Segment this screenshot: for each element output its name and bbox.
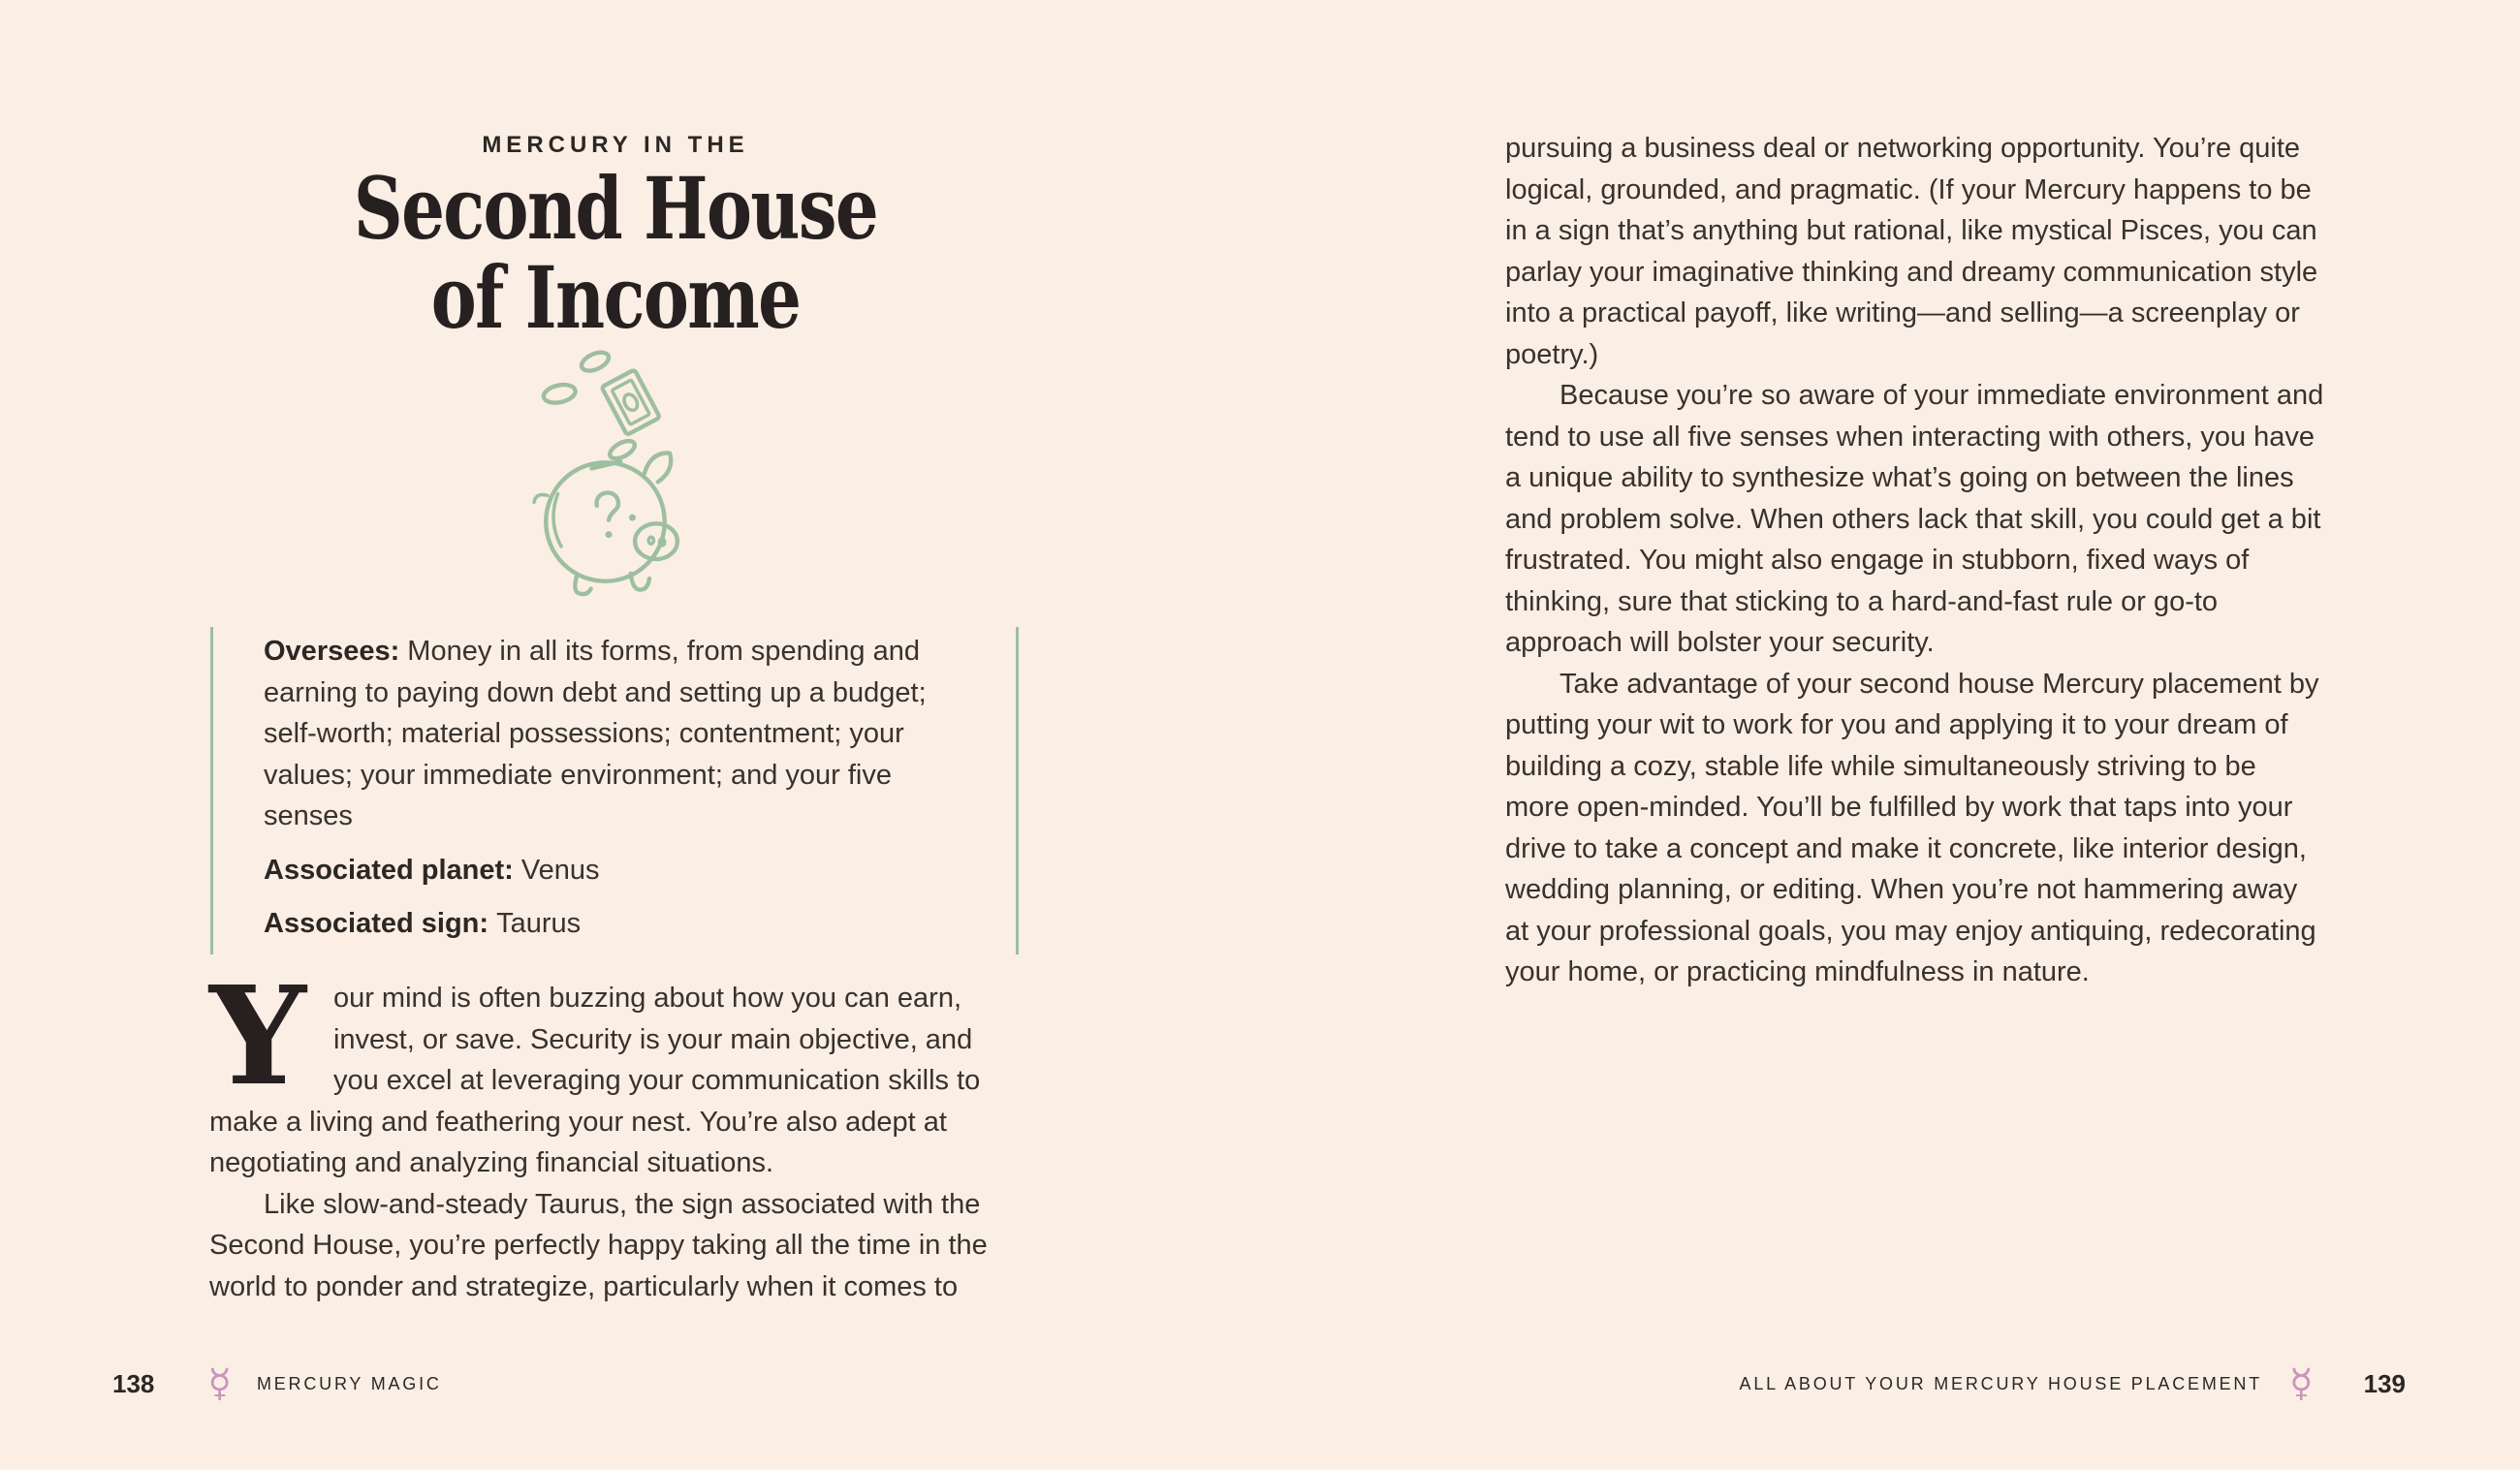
chapter-title-line-1: Second House bbox=[353, 158, 878, 259]
right-page-footer bbox=[1739, 1361, 2406, 1406]
coin-icon bbox=[542, 382, 577, 405]
infobox-planet-text: Venus bbox=[520, 854, 600, 886]
house-infobox bbox=[210, 627, 1019, 954]
left-page-footer bbox=[112, 1361, 442, 1406]
body-paragraph bbox=[209, 957, 991, 1184]
right-page-body bbox=[1505, 128, 2324, 993]
infobox-sign-text: Taurus bbox=[496, 908, 582, 939]
left-page-body bbox=[209, 957, 991, 1307]
infobox-sign-label: Associated sign: bbox=[264, 908, 489, 939]
chapter-title-line-2: of Income bbox=[430, 247, 801, 348]
page-number: 139 bbox=[2363, 1369, 2406, 1398]
body-paragraph: Because you’re so aware of your immediate environment and tend to use all five senses when interacting with others, you have a unique ability to synthesize what’s going on between the lines and problem solve. When others lack that skill, you could get a bit frustrated. You might also engage in stubborn, fixed ways of thinking, sure that sticking to a hard-and-fast rule or go-to approach will bolster your security. bbox=[1505, 380, 2324, 658]
body-paragraph-text: our mind is often buzzing about how you can earn, invest, or save. Security is your main objective, and you excel at leveraging your communication skills to make a living and feathering your nest. You’re also adept at negotiating and analyzing financial situations. bbox=[209, 983, 981, 1178]
dollar-bill-icon bbox=[602, 369, 660, 435]
infobox-oversees-label: Oversees: bbox=[264, 636, 400, 667]
coin-icon bbox=[579, 349, 612, 374]
body-paragraph: Like slow-and-steady Taurus, the sign associated with the Second House, you’re perfectly happy taking all the time in the world to ponder and strategize, particularly when it comes to bbox=[209, 1188, 988, 1302]
mercury-icon: ☿ bbox=[2289, 1361, 2314, 1406]
page-number: 138 bbox=[112, 1369, 155, 1398]
body-paragraph: Take advantage of your second house Mercury placement by putting your wit to work for you and applying it to your dream of building a cozy, stable life while simultaneously striving to be more open-minded. You’ll be fulfilled by work that taps into your drive to take a concept and make it concrete, like interior design, wedding planning, or editing. When you’re not hammering away at your professional goals, you may enjoy antiquing, redecorating your home, or practicing mindfulness in nature. bbox=[1505, 668, 2319, 987]
drop-cap: Y bbox=[209, 957, 306, 1116]
chapter-kicker: MERCURY IN THE bbox=[482, 132, 749, 158]
infobox-associated-planet bbox=[264, 850, 975, 891]
infobox-associated-sign bbox=[264, 903, 975, 945]
body-paragraph: pursuing a business deal or networking opportunity. You’re quite logical, grounded, and pragmatic. (If your Mercury happens to be in a sign that’s anything but rational, like mystical Pisces, you can parlay your imaginative thinking and dreamy communication style into a practical payoff, like writing—and selling—a screenplay or poetry.) bbox=[1505, 133, 2318, 370]
running-title: MERCURY MAGIC bbox=[256, 1374, 442, 1393]
mercury-icon: ☿ bbox=[207, 1361, 232, 1406]
infobox-oversees-text: Money in all its forms, from spending and earning to paying down debt and setting up a budget; self-worth; material possessions; contentment; your values; your immediate environment; and your five senses bbox=[264, 636, 927, 831]
infobox-planet-label: Associated planet: bbox=[264, 854, 514, 886]
chapter-title-block bbox=[208, 132, 1023, 348]
piggy-bank-illustration bbox=[527, 339, 697, 603]
running-title: ALL ABOUT YOUR MERCURY HOUSE PLACEMENT bbox=[1739, 1374, 2263, 1393]
infobox-oversees bbox=[264, 631, 975, 837]
